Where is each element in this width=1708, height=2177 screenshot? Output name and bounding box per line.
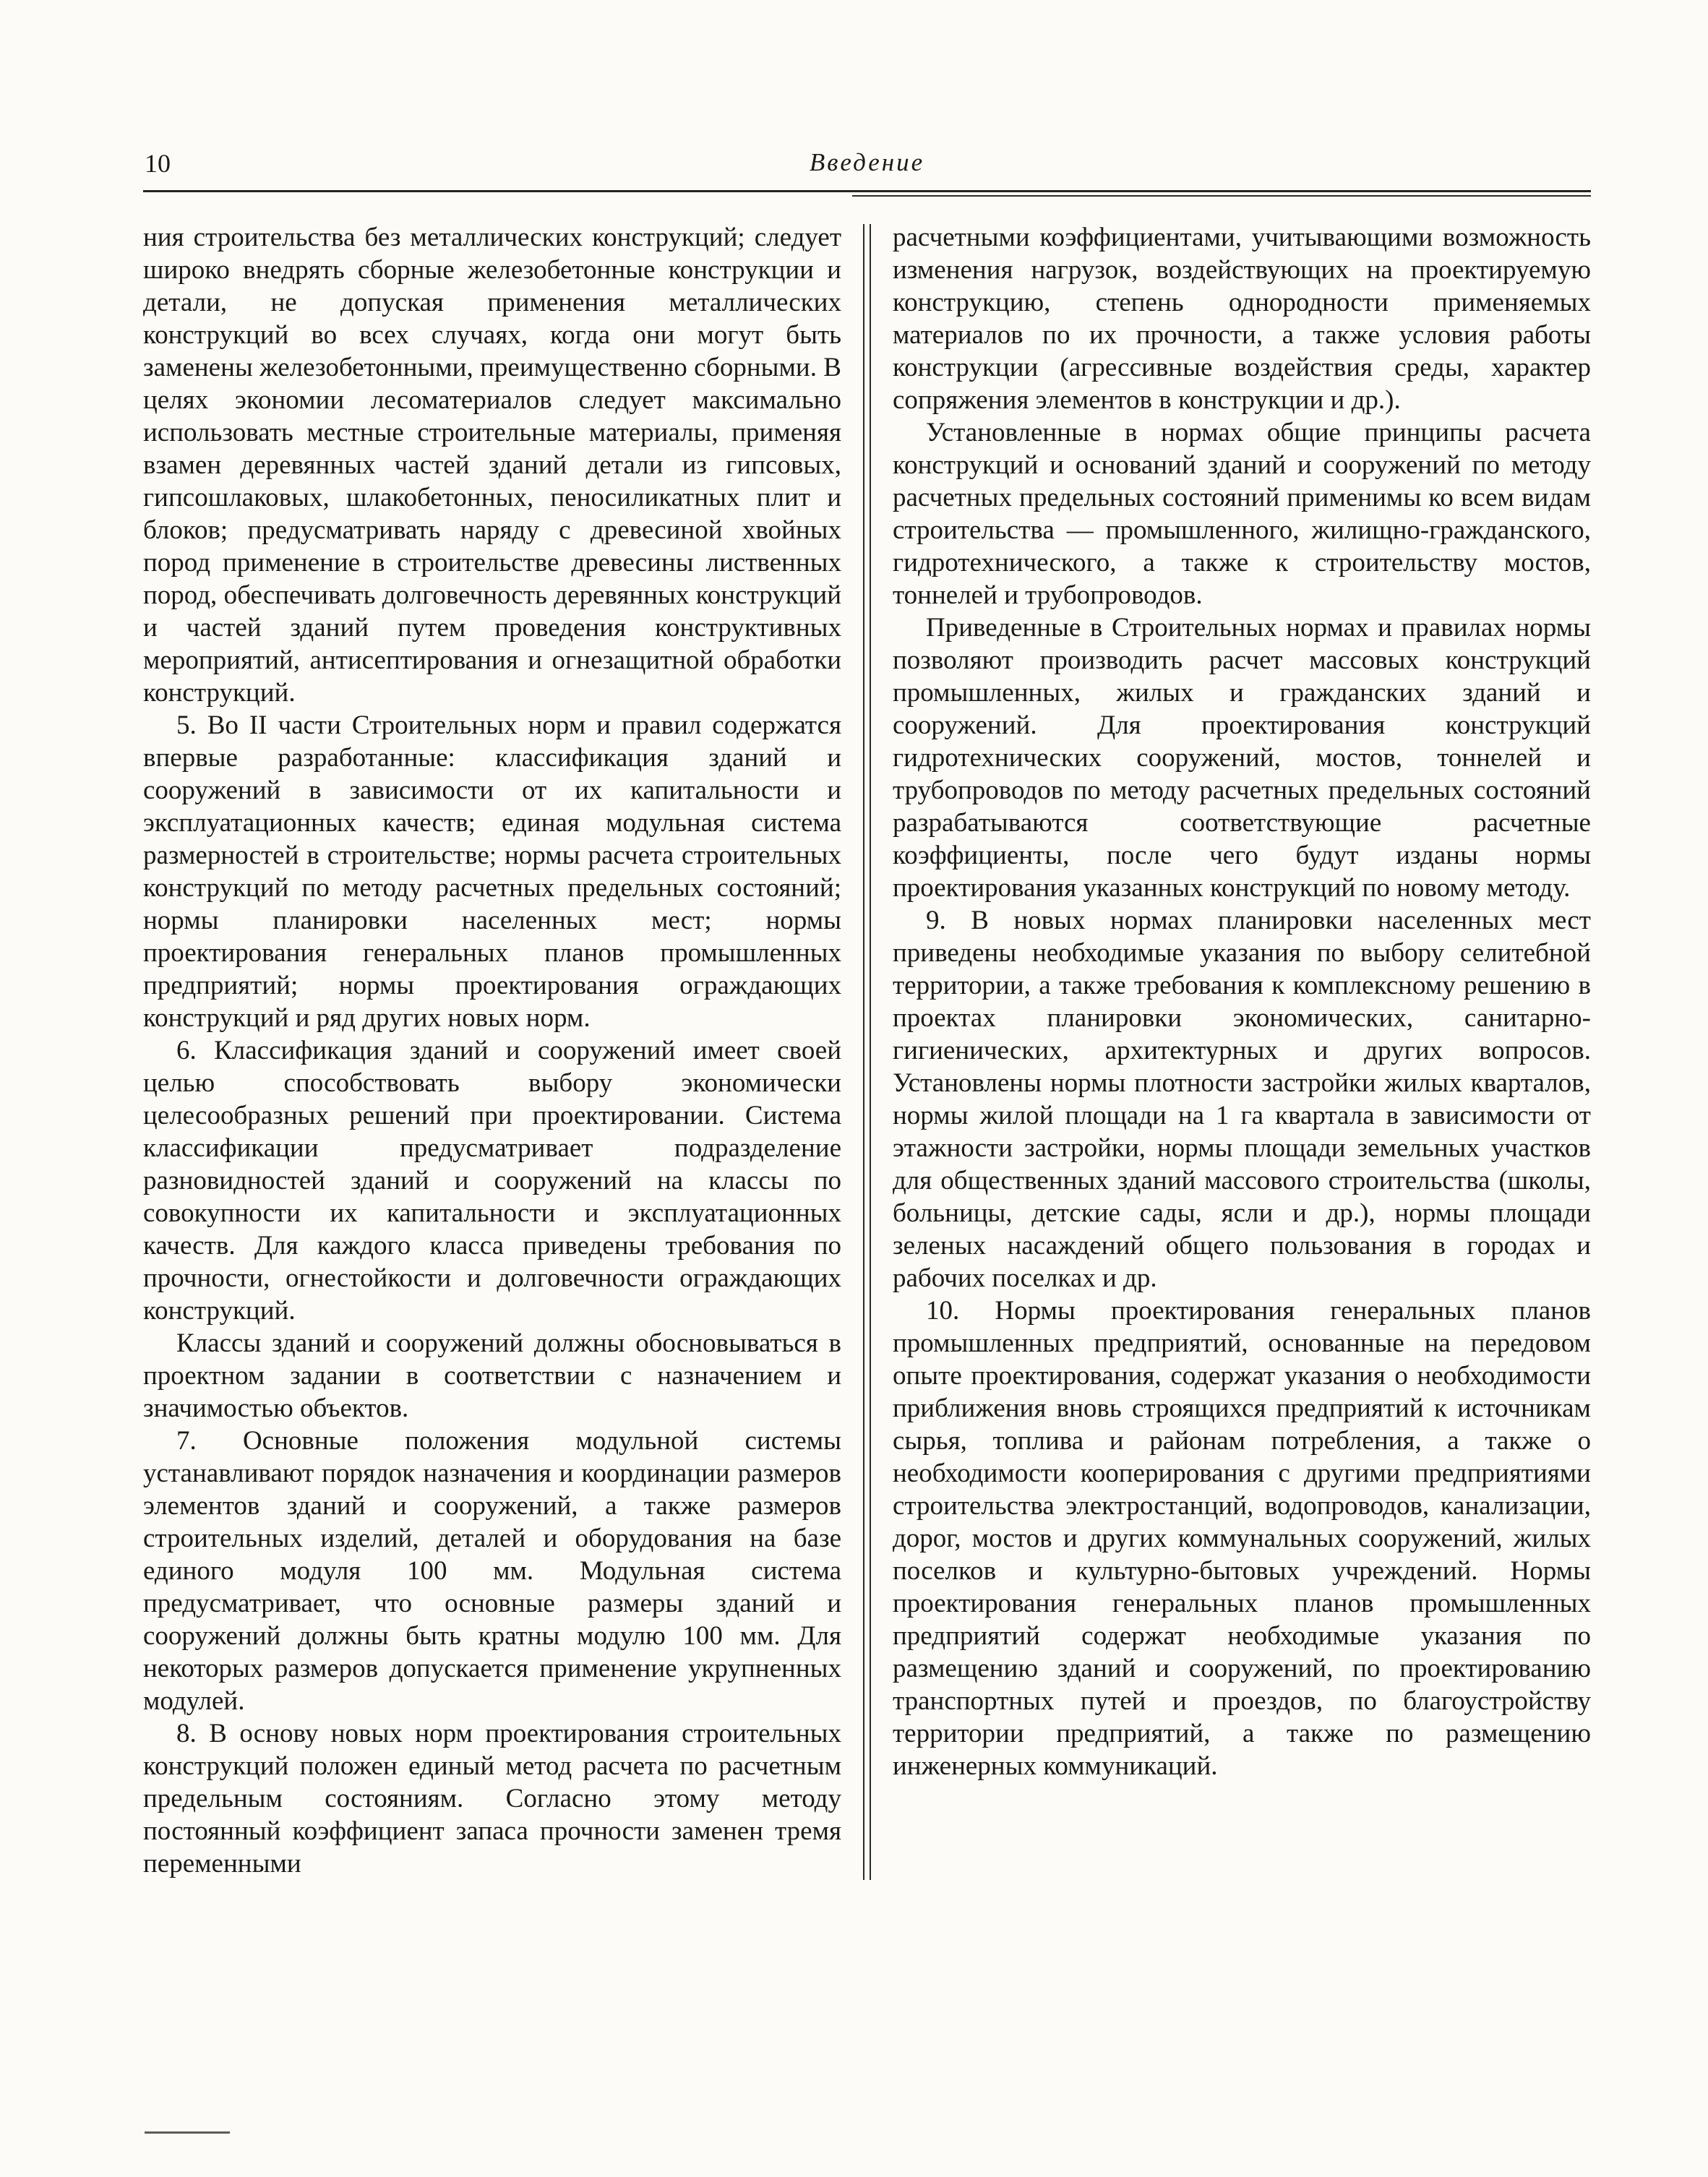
page-header (143, 148, 1591, 184)
paragraph: ния строительства без металлических конструкций; следует широко внедрять сборные железобетонные конструкции и детали, не допуская применения металлических конструкций во всех случаях, когда они могут быть заменены железобетонными, преимущественно сборными. В целях экономии лесоматериалов следует максимально использовать местные строительные материалы, применяя взамен деревянных частей зданий детали из гипсовых, гипсошлаковых, шлакобетонных, пеносиликатных плит и блоков; предусматривать наряду с древесиной хвойных пород применение в строительстве древесины лиственных пород, обеспечивать долговечность деревянных конструкций и частей зданий путем проведения конструктивных мероприятий, антисептирования и огнезащитной обработки конструкций. (143, 223, 841, 708)
paragraph: 9. В новых нормах планировки населенных мест приведены необходимые указания по выбору селитебной территории, а также требования к комплексному решению в проектах планировки экономических, санитарно-гигиенических, архитектурных и других вопросов. Установлены нормы плотности застройки жилых кварталов, нормы жилой площади на 1 га квартала в зависимости от этажности застройки, нормы площади земельных участков для общественных зданий массового строительства (школы, больницы, детские сады, ясли и др.), нормы площади зеленых насаждений общего пользования в городах и рабочих поселках и др. (892, 906, 1591, 1293)
paragraph: 8. В основу новых норм проектирования строительных конструкций положен единый метод расчета по расчетным предельным состояниям. Согласно этому методу постоянный коэффициент запаса прочности заменен тремя переменными (143, 1719, 841, 1878)
header-rule (143, 190, 1591, 199)
paragraph: Установленные в нормах общие принципы расчета конструкций и оснований зданий и сооружений по методу расчетных предельных состояний применимы ко всем видам строительства — промышленного, жилищно-гражданского, гидротехнического, а также к строительству мостов, тоннелей и трубопроводов. (892, 418, 1591, 610)
header-rule-secondary (852, 195, 1591, 197)
page-number: 10 (145, 149, 171, 178)
column-divider (863, 224, 871, 1880)
paragraph: 6. Классификация зданий и сооружений имеет своей целью способствовать выбору экономически целесообразных решений при проектировании. Система классификации предусматривает подразделение разновидностей зданий и сооружений на классы по совокупности их капитальности и эксплуатационных качеств. Для каждого класса приведены требования по прочности, огнестойкости и долговечности ограждающих конструкций. (143, 1036, 841, 1326)
paragraph: расчетными коэффициентами, учитывающими возможность изменения нагрузок, воздействующих на проектируемую конструкцию, степень однородности применяемых материалов по их прочности, а также условия работы конструкции (агрессивные воздействия среды, характер сопряжения элементов в конструкции и др.). (892, 223, 1591, 415)
left-column (143, 221, 841, 1880)
paragraph: 10. Нормы проектирования генеральных планов промышленных предприятий, основанные на передовом опыте проектирования, содержат указания о необходимости приближения вновь строящихся предприятий к источникам сырья, топлива и районам потребления, а также о необходимости кооперирования с другими предприятиями строительства электростанций, водопроводов, канализации, дорог, мостов и других коммунальных сооружений, жилых поселков и культурно-бытовых учреждений. Нормы проектирования генеральных планов промышленных предприятий содержат необходимые указания по размещению зданий и сооружений, по проектированию транспортных путей и проездов, по благоустройству территории предприятий, а также по размещению инженерных коммуникаций. (892, 1296, 1591, 1781)
paragraph: 5. Во II части Строительных норм и правил содержатся впервые разработанные: классификация зданий и сооружений в зависимости от их капитальности и эксплуатационных качеств; единая модульная система размерностей в строительстве; нормы расчета строительных конструкций по методу расчетных предельных состояний; нормы планировки населенных мест; нормы проектирования генеральных планов промышленных предприятий; нормы проектирования ограждающих конструкций и ряд других новых норм. (143, 710, 841, 1033)
right-column (893, 221, 1591, 1880)
printer-mark (145, 2131, 230, 2134)
running-title: Введение (809, 148, 925, 176)
paragraph: Приведенные в Строительных нормах и правилах нормы позволяют производить расчет массовых конструкций промышленных, жилых и гражданских зданий и сооружений. Для проектирования конструкций гидротехнических сооружений, мостов, тоннелей и трубопроводов по методу расчетных предельных состояний разрабатываются соответствующие расчетные коэффициенты, после чего будут изданы нормы проектирования указанных конструкций по новому методу. (892, 613, 1591, 903)
text-columns (143, 221, 1591, 1880)
paragraph: 7. Основные положения модульной системы устанавливают порядок назначения и координации размеров элементов зданий и сооружений, а также размеров строительных изделий, деталей и оборудования на базе единого модуля 100 мм. Модульная система предусматривает, что основные размеры зданий и сооружений должны быть кратны модулю 100 мм. Для некоторых размеров допускается применение укрупненных модулей. (143, 1426, 841, 1716)
paragraph: Классы зданий и сооружений должны обосновываться в проектном задании в соответствии с назначением и значимостью объектов. (143, 1328, 841, 1423)
